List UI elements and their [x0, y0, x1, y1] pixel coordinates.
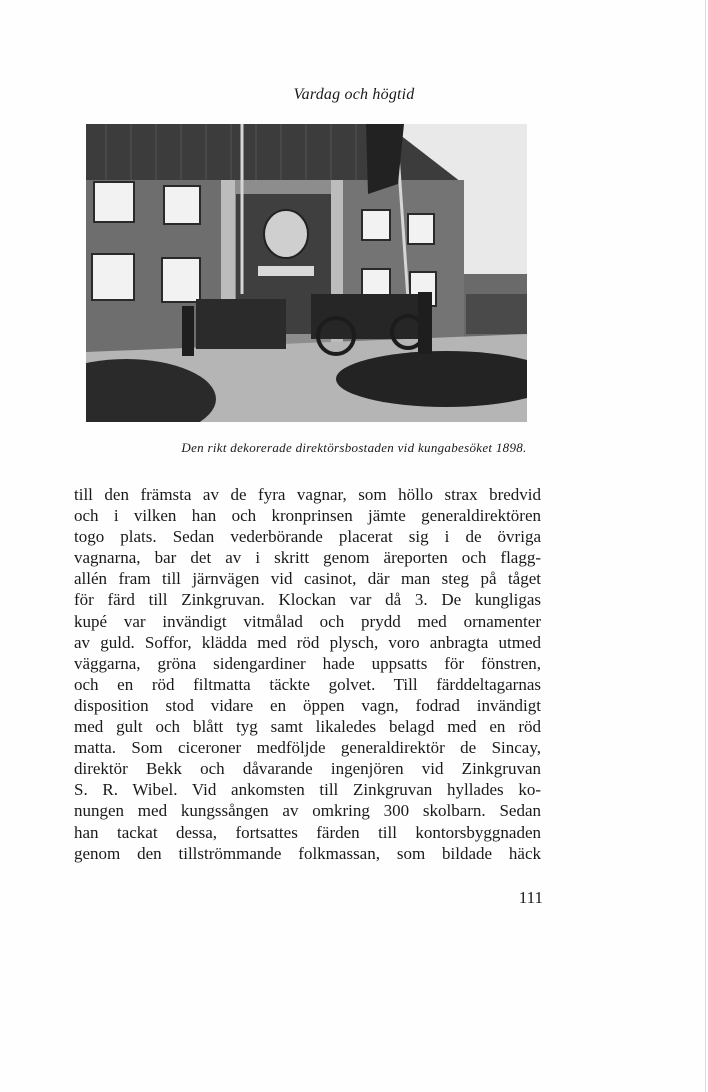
body-line: togo plats. Sedan vederbörande placerat sig i de övriga	[74, 527, 541, 547]
body-line: kupé var invändigt vitmålad och prydd med ornamenter	[74, 611, 541, 631]
body-line: och en röd filtmatta täckte golvet. Till färddeltagarnas	[74, 674, 541, 694]
body-line: han tackat dessa, fortsattes färden till kontorsbyggnaden	[74, 822, 541, 842]
photo-illustration	[86, 124, 527, 422]
body-line: genom den tillströmmande folkmassan, som bildade häck	[74, 843, 541, 863]
body-line: disposition stod vidare en öppen vagn, fodrad invändigt	[74, 695, 541, 715]
body-line: för färd till Zinkgruvan. Klockan var då 3. De kungligas	[74, 590, 541, 610]
page-number: 111	[518, 888, 543, 907]
historical-photograph	[86, 124, 527, 422]
body-line: S. R. Wibel. Vid ankomsten till Zinkgruvan hyllades ko-	[74, 780, 541, 800]
body-line: matta. Som ciceroner medföljde generaldirektör de Sincay,	[74, 738, 541, 758]
body-line: med gult och blått tyg samt likaledes belagd med en röd	[74, 717, 541, 737]
body-line: till den främsta av de fyra vagnar, som höllo strax bredvid	[74, 485, 541, 504]
running-head: Vardag och högtid	[293, 86, 415, 103]
body-text	[74, 484, 541, 864]
body-line: allén fram till järnvägen vid casinot, där man steg på tåget	[74, 569, 541, 589]
figure-caption: Den rikt dekorerade direktörsbostaden vid kungabesöket 1898.	[181, 440, 527, 455]
body-line: väggarna, gröna sidengardiner hade uppsatts för fönstren,	[74, 653, 541, 673]
body-line: av guld. Soffor, klädda med röd plysch, voro anbragta utmed	[74, 632, 541, 652]
body-line: nungen med kungssången av omkring 300 skolbarn. Sedan	[74, 801, 541, 821]
body-line: direktör Bekk och dåvarande ingenjören vid Zinkgruvan	[74, 759, 541, 779]
body-line: vagnarna, bar det av i skritt genom äreporten och flagg-	[74, 548, 541, 568]
page-edge	[705, 0, 706, 1092]
body-line: och i vilken han och kronprinsen jämte generaldirektören	[74, 506, 541, 526]
